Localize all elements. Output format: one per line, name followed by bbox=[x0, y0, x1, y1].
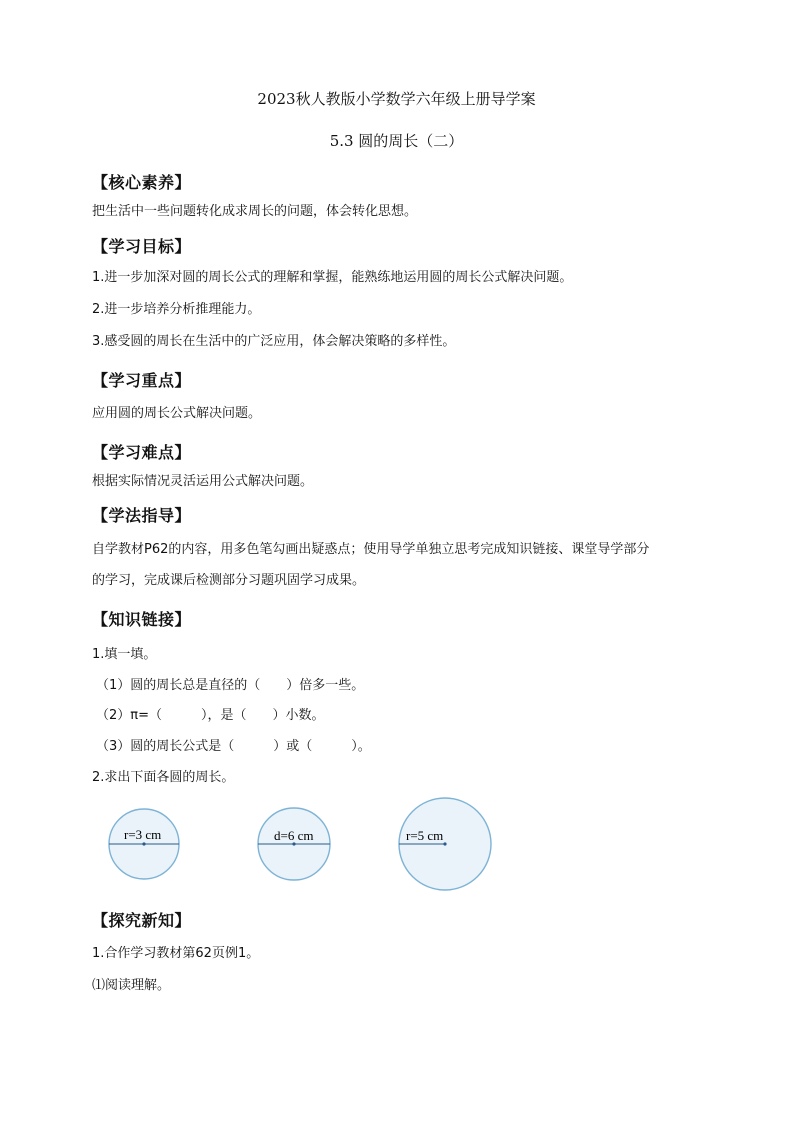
explore-q1: 1.合作学习教材第62页例1。 bbox=[92, 946, 260, 961]
circle-r3 bbox=[109, 809, 179, 879]
circle-r5-center bbox=[443, 842, 446, 845]
heading-knowledge: 【知识链接】 bbox=[92, 610, 192, 629]
heading-goals: 【学习目标】 bbox=[92, 237, 192, 256]
heading-core: 【核心素养】 bbox=[92, 173, 192, 192]
doc-subtitle: 5.3 圆的周长（二） bbox=[329, 132, 464, 150]
circle-d6 bbox=[258, 808, 330, 880]
goal-item-1: 1.进一步加深对圆的周长公式的理解和掌握，能熟练地运用圆的周长公式解决问题。 bbox=[92, 270, 573, 285]
circle-r5 bbox=[399, 798, 491, 890]
knowledge-q1-2: （2）π=（ ），是（ ）小数。 bbox=[96, 708, 325, 723]
circle-d6-label: d=6 cm bbox=[274, 828, 314, 843]
difficulty-text: 根据实际情况灵活运用公式解决问题。 bbox=[92, 474, 314, 489]
explore-q1-1: ⑴阅读理解。 bbox=[92, 978, 171, 993]
heading-explore: 【探究新知】 bbox=[92, 911, 192, 930]
goal-item-2: 2.进一步培养分析推理能力。 bbox=[92, 302, 261, 317]
doc-title: 2023秋人教版小学数学六年级上册导学案 bbox=[257, 90, 536, 108]
goal-item-3: 3.感受圆的周长在生活中的广泛应用，体会解决策略的多样性。 bbox=[92, 334, 456, 349]
key-text: 应用圆的周长公式解决问题。 bbox=[92, 406, 262, 421]
method-text-line2: 的学习，完成课后检测部分习题巩固学习成果。 bbox=[92, 573, 366, 588]
circle-r3-center bbox=[142, 842, 145, 845]
circles-figure bbox=[100, 790, 520, 900]
knowledge-q1-1: （1）圆的周长总是直径的（ ）倍多一些。 bbox=[96, 678, 365, 693]
knowledge-q1: 1.填一填。 bbox=[92, 647, 157, 662]
knowledge-q1-3: （3）圆的周长公式是（ ）或（ ）。 bbox=[96, 739, 371, 754]
heading-difficulty: 【学习难点】 bbox=[92, 443, 192, 462]
circle-r5-label: r=5 cm bbox=[406, 828, 444, 843]
heading-method: 【学法指导】 bbox=[92, 506, 192, 525]
knowledge-q2: 2.求出下面各圆的周长。 bbox=[92, 770, 235, 785]
core-text: 把生活中一些问题转化成求周长的问题，体会转化思想。 bbox=[92, 204, 418, 219]
method-text-line1: 自学教材P62的内容，用多色笔勾画出疑惑点；使用导学单独立思考完成知识链接、课堂导学部分 bbox=[92, 542, 650, 557]
heading-key: 【学习重点】 bbox=[92, 371, 192, 390]
circle-r3-label: r=3 cm bbox=[124, 827, 162, 842]
